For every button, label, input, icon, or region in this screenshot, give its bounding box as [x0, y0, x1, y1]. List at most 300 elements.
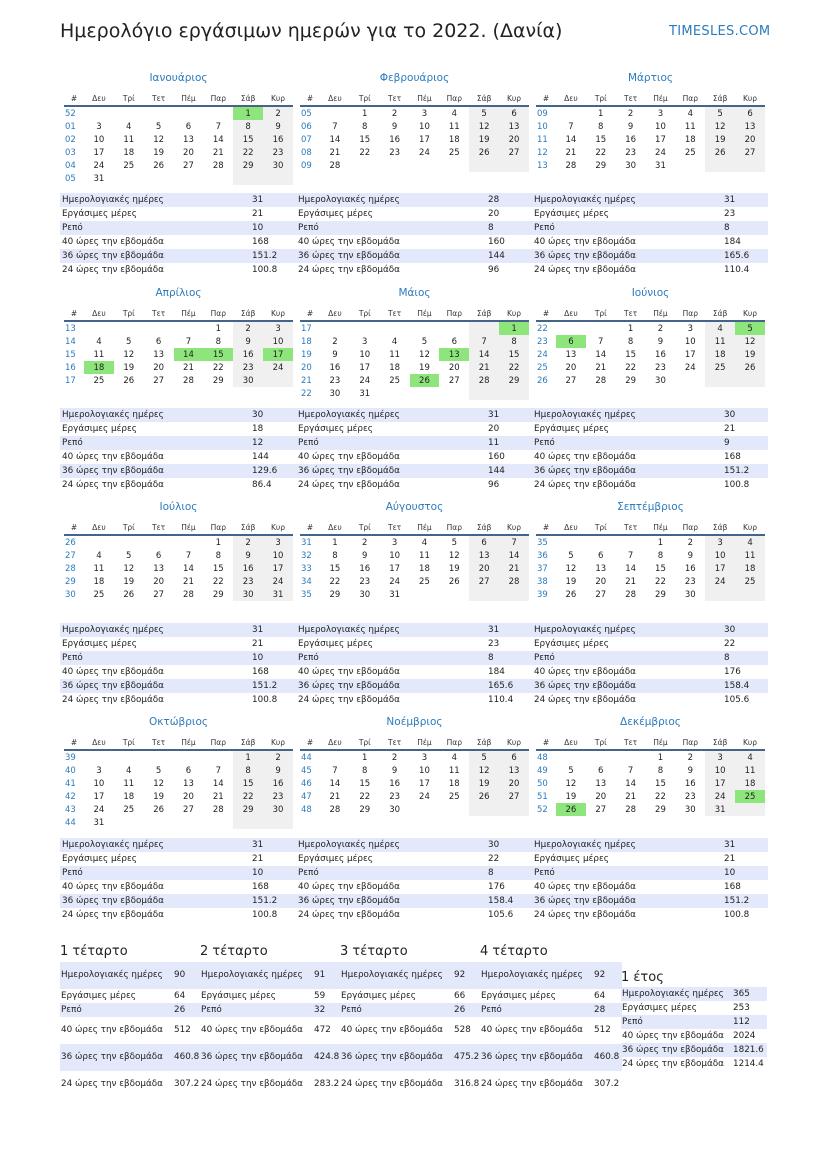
day-cell: 20: [499, 133, 529, 146]
week-number: 19: [301, 349, 312, 360]
stats-label: 40 ώρες την εβδομάδα: [298, 882, 400, 892]
stats-label: 40 ώρες την εβδομάδα: [298, 667, 400, 677]
day-cell: [469, 803, 499, 816]
stats-label: 40 ώρες την εβδομάδα: [298, 452, 400, 462]
stats-value: 30: [250, 408, 296, 422]
stats-value: 8: [486, 651, 532, 665]
week-number: 18: [301, 336, 312, 347]
day-cell: 26: [448, 576, 460, 587]
day-cell: 25: [93, 589, 105, 600]
month-days-table: [300, 92, 529, 172]
day-cell: 31: [93, 817, 105, 828]
day-cell: 16: [655, 349, 666, 360]
day-cell: [499, 803, 529, 816]
day-cell: 29: [329, 589, 341, 600]
weekday-header: Κυρ: [499, 521, 529, 535]
day-cell: 5: [469, 750, 499, 764]
week-number: 13: [537, 160, 548, 171]
week-number: 34: [301, 576, 312, 587]
day-cell: 20: [595, 576, 607, 587]
stats-label: 36 ώρες την εβδομάδα: [296, 249, 486, 263]
day-cell: [114, 172, 144, 185]
weekday-header: Παρ: [203, 92, 233, 106]
day-cell: 14: [329, 134, 341, 145]
stats-value: 184: [724, 237, 741, 247]
weekday-header: Τρί: [350, 736, 380, 750]
day-cell: 25: [735, 790, 765, 803]
weekday-header: Τετ: [616, 521, 646, 535]
day-cell: [174, 106, 204, 120]
stats-value: 31: [250, 838, 296, 852]
week-number: 04: [65, 160, 76, 171]
stats-label: 36 ώρες την εβδομάδα: [60, 1044, 174, 1071]
day-cell: 3: [362, 336, 368, 347]
stats-value: 100.8: [724, 910, 750, 920]
stats-row: [60, 221, 296, 235]
stats-label: Ημερολογιακές ημέρες: [60, 838, 250, 852]
day-cell: 22: [359, 791, 371, 802]
weekday-header: #: [64, 736, 84, 750]
day-cell: 17: [419, 134, 430, 145]
day-cell: 2: [391, 752, 398, 763]
day-cell: 30: [359, 589, 371, 600]
day-cell: 13: [153, 563, 165, 574]
stats-value: 28: [594, 1003, 622, 1017]
stats-value: 96: [488, 480, 500, 490]
stats-row: [60, 651, 296, 665]
day-cell: [735, 803, 765, 816]
day-cell: 17: [705, 562, 735, 575]
week-number: 12: [537, 147, 548, 158]
weekday-header: Σάβ: [705, 521, 735, 535]
day-cell: 9: [233, 335, 263, 348]
day-cell: 20: [448, 362, 460, 373]
stats-row: [296, 478, 532, 492]
day-cell: 12: [705, 120, 735, 133]
week-number: 29: [65, 576, 76, 587]
weekday-header: Σάβ: [469, 92, 499, 106]
day-cell: 1: [332, 537, 338, 548]
day-cell: 8: [362, 121, 368, 132]
day-cell: [114, 750, 144, 764]
stats-row: [621, 1015, 767, 1029]
stats-row: [532, 207, 768, 221]
week-number: 38: [537, 576, 548, 587]
day-cell: 17: [93, 791, 105, 802]
day-cell: [320, 750, 350, 764]
day-cell: 7: [627, 550, 634, 561]
day-cell: [469, 588, 499, 601]
day-cell: 14: [212, 778, 224, 789]
day-cell: 23: [233, 361, 263, 374]
day-cell: 13: [499, 764, 529, 777]
day-cell: 1: [215, 323, 221, 334]
month-title: Φεβρουάριος: [379, 72, 450, 84]
month-stats-table: [532, 408, 768, 492]
weekday-header: Σάβ: [705, 92, 735, 106]
day-cell: 25: [448, 147, 460, 158]
weekday-header: Παρ: [203, 521, 233, 535]
day-cell: 2: [687, 752, 693, 763]
day-cell: 20: [595, 791, 607, 802]
day-cell: 24: [93, 160, 105, 171]
stats-label: Ημερολογιακές ημέρες: [621, 987, 732, 1001]
day-cell: 10: [705, 764, 735, 777]
month-title: Ιούλιος: [159, 501, 198, 513]
weekday-header: Τρί: [586, 307, 616, 321]
stats-label: 24 ώρες την εβδομάδα: [62, 265, 164, 275]
weekday-header: Παρ: [439, 92, 469, 106]
day-cell: 26: [410, 374, 440, 387]
month-days-table: [300, 736, 529, 816]
site-logo[interactable]: TIMESLES.COM: [669, 24, 771, 39]
day-cell: 23: [389, 791, 401, 802]
day-cell: [144, 106, 174, 120]
day-cell: 10: [684, 336, 696, 347]
day-cell: [233, 816, 263, 829]
day-cell: 30: [684, 589, 696, 600]
weekday-header: Παρ: [439, 736, 469, 750]
stats-row: [340, 989, 482, 1003]
day-cell: 7: [185, 336, 192, 347]
day-cell: 12: [123, 349, 135, 360]
day-cell: 11: [684, 121, 696, 132]
stats-value: 151.2: [250, 679, 296, 693]
week-number: 26: [65, 537, 76, 548]
day-cell: 9: [263, 764, 293, 777]
stats-label: Ημερολογιακές ημέρες: [532, 838, 722, 852]
day-cell: 27: [153, 375, 165, 386]
stats-label: 24 ώρες την εβδομάδα: [534, 480, 636, 490]
stats-label: Εργάσιμες μέρες: [61, 990, 136, 1001]
day-cell: 16: [263, 133, 293, 146]
week-row: [64, 146, 293, 159]
weekday-header: Κυρ: [499, 92, 529, 106]
weekday-header: #: [64, 92, 84, 106]
day-cell: 12: [565, 778, 577, 789]
day-cell: 26: [565, 589, 577, 600]
weekday-header: Πέμ: [646, 307, 676, 321]
stats-value: 307.2: [594, 1079, 620, 1089]
stats-row: [60, 450, 296, 464]
stats-label: Εργάσιμες μέρες: [62, 639, 137, 649]
stats-value: 32: [314, 1003, 342, 1017]
stats-label: Ημερολογιακές ημέρες: [200, 962, 314, 989]
week-row: [64, 777, 293, 790]
week-row: [536, 750, 765, 764]
day-cell: 7: [332, 121, 338, 132]
stats-value: 20: [488, 209, 500, 219]
day-cell: 1: [233, 106, 263, 120]
stats-label: Εργάσιμες μέρες: [62, 209, 137, 219]
day-cell: 27: [595, 804, 607, 815]
day-cell: 31: [359, 388, 371, 399]
weekday-header: Κυρ: [735, 521, 765, 535]
stats-label: 40 ώρες την εβδομάδα: [298, 237, 400, 247]
day-cell: 5: [421, 336, 428, 347]
day-cell: 14: [469, 348, 499, 361]
day-cell: 18: [684, 134, 696, 145]
month-title: Νοέμβριος: [386, 716, 443, 728]
day-cell: 15: [499, 348, 529, 361]
stats-value: 129.6: [250, 464, 296, 478]
week-number: 46: [301, 778, 312, 789]
stats-value: 424.8: [314, 1044, 342, 1071]
stats-value: 100.8: [252, 695, 278, 705]
day-cell: 12: [153, 134, 165, 145]
day-cell: 7: [469, 335, 499, 348]
day-cell: [174, 816, 204, 829]
day-cell: 17: [705, 777, 735, 790]
stats-label: 36 ώρες την εβδομάδα: [60, 249, 250, 263]
day-cell: 3: [657, 108, 664, 119]
week-number: 09: [301, 160, 312, 171]
week-number: 39: [65, 752, 76, 763]
quarter-stats-table: [200, 962, 342, 1098]
day-cell: 29: [233, 803, 263, 816]
stats-row: [60, 838, 296, 852]
week-number: 23: [537, 336, 548, 347]
day-cell: 9: [391, 765, 398, 776]
stats-label: Ημερολογιακές ημέρες: [296, 838, 486, 852]
day-cell: 13: [183, 134, 194, 145]
day-cell: 10: [93, 134, 105, 145]
week-row: [536, 803, 765, 816]
week-number: 15: [65, 349, 76, 360]
week-row: [536, 146, 765, 159]
stats-row: [200, 1044, 342, 1071]
stats-value: 100.8: [724, 480, 750, 490]
day-cell: 6: [598, 550, 604, 561]
day-cell: 6: [469, 535, 499, 549]
day-cell: 5: [735, 321, 765, 335]
day-cell: 8: [215, 336, 221, 347]
page-title: Ημερολόγιο εργάσιμων ημερών για το 2022. (Δανία): [60, 20, 563, 42]
stats-value: 160: [488, 237, 505, 247]
week-row: [536, 120, 765, 133]
day-cell: 16: [625, 134, 637, 145]
day-cell: 16: [684, 563, 696, 574]
day-cell: 31: [263, 588, 293, 601]
stats-row: [340, 1071, 482, 1098]
day-cell: 19: [735, 348, 765, 361]
day-cell: 17: [263, 348, 293, 361]
weekday-header: Σάβ: [233, 307, 263, 321]
stats-value: 31: [722, 193, 768, 207]
day-cell: 28: [329, 160, 341, 171]
day-cell: 28: [183, 589, 194, 600]
stats-value: 59: [314, 990, 326, 1001]
stats-label: Εργάσιμες μέρες: [298, 424, 373, 434]
day-cell: 20: [499, 777, 529, 790]
stats-label: Εργάσιμες μέρες: [62, 854, 137, 864]
week-row: [536, 374, 765, 387]
stats-row: [296, 838, 532, 852]
stats-value: 528: [454, 1025, 471, 1035]
day-cell: 9: [263, 120, 293, 133]
month-days-table: [300, 307, 529, 400]
day-cell: 9: [362, 550, 368, 561]
week-number: 45: [301, 765, 312, 776]
day-cell: [203, 750, 233, 764]
stats-value: 316.8: [454, 1079, 480, 1089]
week-row: [64, 803, 293, 816]
day-cell: 5: [568, 765, 574, 776]
week-row: [536, 562, 765, 575]
day-cell: 20: [735, 133, 765, 146]
weekday-header: Πέμ: [646, 92, 676, 106]
day-cell: 26: [153, 160, 165, 171]
stats-row: [296, 852, 532, 866]
week-row: [300, 335, 529, 348]
stats-label: 24 ώρες την εβδομάδα: [62, 695, 164, 705]
day-cell: 16: [684, 778, 696, 789]
stats-row: [532, 235, 768, 249]
weekday-header: Δευ: [556, 521, 586, 535]
day-cell: 24: [359, 375, 371, 386]
day-cell: 11: [735, 764, 765, 777]
day-cell: 16: [389, 134, 401, 145]
weekday-header: #: [300, 307, 320, 321]
day-cell: 21: [183, 576, 194, 587]
day-cell: [556, 106, 586, 120]
week-number: 40: [65, 765, 76, 776]
day-cell: [263, 374, 293, 387]
stats-value: 64: [594, 990, 606, 1001]
stats-row: [60, 908, 296, 922]
day-cell: [114, 816, 144, 829]
day-cell: [439, 387, 469, 400]
stats-value: 12: [250, 436, 296, 450]
weekday-header: Κυρ: [263, 92, 293, 106]
weekday-header: Σάβ: [469, 521, 499, 535]
week-row: [536, 159, 765, 172]
stats-row: [296, 651, 532, 665]
week-number: 03: [65, 147, 76, 158]
day-cell: 20: [183, 791, 194, 802]
weekday-header: #: [300, 92, 320, 106]
stats-row: [532, 679, 768, 693]
day-cell: 6: [499, 750, 529, 764]
stats-value: 112: [732, 1015, 767, 1029]
day-cell: 7: [215, 121, 221, 132]
weekday-header: Τετ: [616, 736, 646, 750]
stats-row: [296, 693, 532, 707]
week-number: 42: [65, 791, 76, 802]
week-number: 27: [65, 550, 76, 561]
day-cell: 14: [625, 563, 637, 574]
stats-row: [60, 623, 296, 637]
stats-row: [621, 987, 767, 1001]
stats-row: [480, 1003, 622, 1017]
day-cell: 29: [625, 375, 637, 386]
weekday-header: Παρ: [439, 307, 469, 321]
week-number: 09: [537, 108, 548, 119]
day-cell: 29: [212, 375, 224, 386]
stats-value: 151.2: [722, 894, 768, 908]
weekday-header: Τρί: [350, 307, 380, 321]
stats-label: Ημερολογιακές ημέρες: [532, 408, 722, 422]
stats-label: 24 ώρες την εβδομάδα: [298, 265, 400, 275]
day-cell: 21: [212, 791, 224, 802]
day-cell: 4: [451, 752, 457, 763]
week-number: 13: [65, 323, 76, 334]
day-cell: 7: [568, 121, 574, 132]
stats-row: [296, 193, 532, 207]
stats-row: [60, 249, 296, 263]
month-stats-table: [60, 193, 296, 277]
day-cell: [469, 387, 499, 400]
day-cell: [735, 159, 765, 172]
day-cell: 22: [212, 362, 224, 373]
day-cell: 12: [448, 550, 460, 561]
year-stats-table: [621, 987, 767, 1071]
day-cell: 5: [155, 121, 162, 132]
weekday-header: Πέμ: [174, 307, 204, 321]
day-cell: 10: [93, 778, 105, 789]
week-number: 36: [537, 550, 548, 561]
day-cell: 4: [735, 535, 765, 549]
day-cell: 22: [233, 790, 263, 803]
day-cell: 25: [123, 804, 135, 815]
day-cell: 12: [419, 349, 430, 360]
stats-value: 8: [486, 866, 532, 880]
week-row: [64, 790, 293, 803]
week-number: 52: [65, 108, 76, 119]
day-cell: 25: [735, 575, 765, 588]
week-number: 30: [65, 589, 76, 600]
day-cell: 4: [96, 336, 102, 347]
day-cell: 29: [499, 374, 529, 387]
day-cell: 14: [625, 778, 637, 789]
stats-value: 168: [252, 882, 269, 892]
day-cell: [586, 750, 616, 764]
week-number: 32: [301, 550, 312, 561]
day-cell: [144, 750, 174, 764]
stats-row: [532, 436, 768, 450]
day-cell: 1: [233, 750, 263, 764]
day-cell: 2: [391, 108, 398, 119]
stats-row: [532, 693, 768, 707]
stats-row: [296, 249, 532, 263]
day-cell: 14: [183, 563, 194, 574]
week-row: [64, 562, 293, 575]
weekday-header: Δευ: [320, 521, 350, 535]
week-number: 22: [301, 388, 312, 399]
week-row: [300, 575, 529, 588]
day-cell: 10: [359, 349, 371, 360]
day-cell: 21: [625, 791, 637, 802]
stats-row: [60, 637, 296, 651]
day-cell: 5: [568, 550, 574, 561]
day-cell: 29: [655, 589, 666, 600]
day-cell: 12: [469, 764, 499, 777]
day-cell: [380, 321, 410, 335]
week-row: [64, 764, 293, 777]
weekday-header: #: [300, 736, 320, 750]
stats-label: Ημερολογιακές ημέρες: [296, 408, 486, 422]
stats-row: [60, 235, 296, 249]
day-cell: 30: [263, 159, 293, 172]
day-cell: 31: [93, 173, 105, 184]
day-cell: 24: [419, 791, 430, 802]
stats-row: [621, 1001, 767, 1015]
stats-value: 22: [724, 639, 736, 649]
week-row: [64, 575, 293, 588]
stats-value: 96: [488, 265, 500, 275]
day-cell: 16: [389, 778, 401, 789]
week-number: 06: [301, 121, 312, 132]
